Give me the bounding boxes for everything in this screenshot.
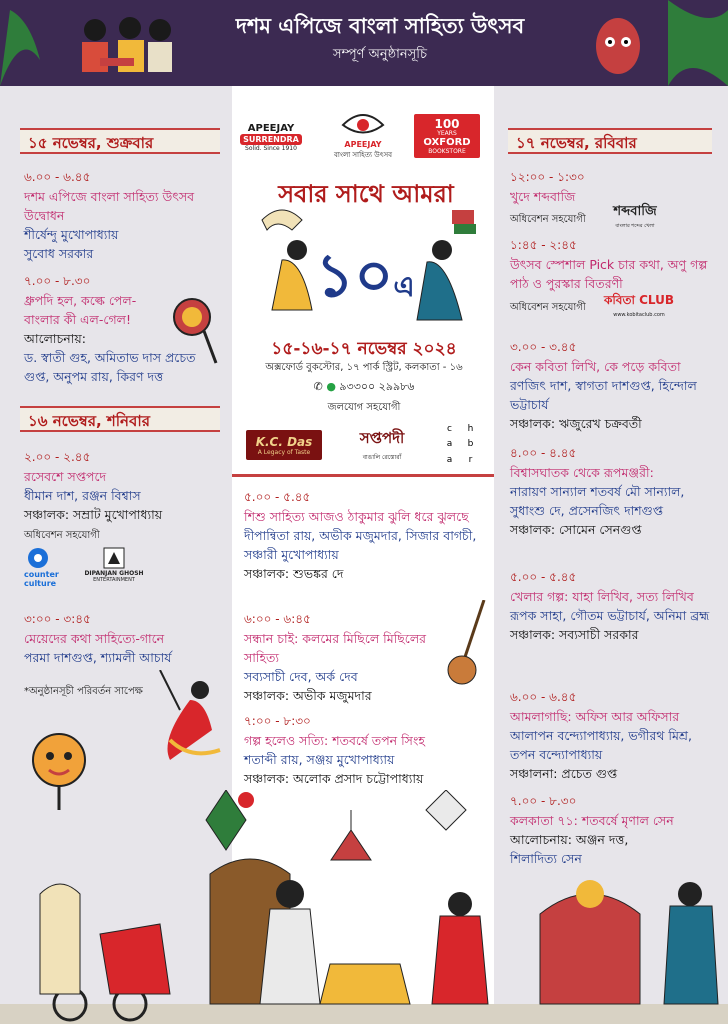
event-moderator: সঞ্চালনা: প্রচেত গুপ্ত [510,766,618,781]
event-time: ৫.০০ - ৫.৪৫ [510,570,577,584]
swing-girl-illustration [150,670,232,770]
saptapadi-name: সপ্তপদী [359,429,405,447]
shabdabaji-logo [598,202,672,231]
kobita-club-url: www.kobitaclub.com [613,312,665,318]
mask-illustration [578,0,728,86]
event-people: শীর্ষেন্দু মুখোপাধ্যায় সুবোধ সরকার [24,227,119,261]
hero-number-value: ১০ [315,241,394,311]
festival-title: দশম এপিজে বাংলা সাহিত্য উৎসব [235,14,525,38]
event-people: ধীমান দাশ, রঞ্জন বিশ্বাস [24,488,141,503]
chabar-letter: a [446,454,453,465]
event-people: ড. স্বাতী গুহ, অমিতাভ দাস প্রচেত গুপ্ত, অনুপম রায়, কিরণ দত্ত [24,350,196,384]
event-title: খুদে শব্দবাজি [510,189,576,204]
ektara-illustration [444,600,490,690]
festival-subtitle: সম্পূর্ণ অনুষ্ঠানসূচি [333,47,427,62]
divider-line [232,474,494,477]
day3-event-3 [510,338,720,433]
event-moderator: সঞ্চালক: অলোক প্রসাদ চট্টোপাধ্যায় [244,771,424,786]
day2-event-2 [24,610,224,667]
tiger-mask-illustration [24,730,94,810]
day3-event-1 [510,168,710,206]
kobita-club-name: কবিতা CLUB [603,293,675,307]
dipanjan-label: DIPANJAN GHOSH [84,570,144,577]
book-reader-illustration [412,210,488,330]
sponsor-label: অধিবেশন সহযোগী [510,302,586,313]
drum-illustration [170,295,222,367]
day3-event-2 [510,236,720,293]
event-moderator: সঞ্চালক: শুভঙ্কর দে [244,566,344,581]
day1-event-1 [24,168,224,263]
shabdabaji-name: শব্দবাজি [613,204,657,219]
event-moderator: সঞ্চালক: সোমেন সেনগুপ্ত [510,522,642,537]
chabar-letter: r [468,454,473,465]
event-time: ৩.০০ - ৩.৪৫ [510,340,577,354]
festival-logo [320,100,406,170]
oxford-years-sub: YEARS [437,129,457,137]
event-time: ৬:০০ - ৬:৪৫ [244,612,311,626]
day1-heading: ১৫ নভেম্বর, শুক্রবার [20,128,220,154]
event-label: আলোচনায়: [24,331,86,346]
schedule-note: *অনুষ্ঠানসূচী পরিবর্তন সাপেক্ষ [24,686,143,697]
festival-logo-text: APEEJAY [344,139,382,149]
dipanjan-icon [100,546,128,570]
event-time: ৭:০০ - ৮:৩০ [244,714,311,728]
event-people: পরমা দাশগুপ্ত, শ্যামলী আচার্য [24,650,172,665]
kc-das-logo [246,430,322,460]
header-banner [0,0,728,86]
hero-number-suffix: এ [393,270,415,303]
event-title: কলকাতা ৭১: শতবর্ষে মৃণাল সেন [510,813,674,828]
kc-das-name: K.C. Das [255,434,313,449]
sponsor-label: অধিবেশন সহযোগী [24,530,100,541]
event-time: ৪.০০ - ৪.৪৫ [510,446,577,460]
dipanjan-sublabel: ENTERTAINMENT [93,577,135,583]
event-people: আলাপন বন্দ্যোপাধ্যায়, ভগীরথ মিশ্র, তপন বন্দ্যোপাধ্যায় [510,728,692,762]
event-title: সন্ধান চাই: কলমের মিছিলে মিছিলের সাহিত্য [244,631,427,665]
event-people: রূপক সাহা, গৌতম ভট্টাচার্য, অনিমা ব্রহ্ম [510,608,710,623]
apeejay-tagline: Solid. Since 1910 [245,144,297,152]
chabar-letter: a [446,439,453,450]
event-time: ৬.০০ - ৬.৪৫ [510,690,577,704]
event-people: দীপান্বিতা রায়, অভীক মজুমদার, সিজার বাগচী, সঞ্চারী মুখোপাধ্যায় [244,528,477,562]
event-title: কেন কবিতা লিখি, কে পড়ে কবিতা [510,359,681,374]
day2-event-1 [24,448,224,524]
event-title: মেয়েদের কথা সাহিত্যে-গানে [24,631,165,646]
event-people: সব্যসাচী দেব, অর্ক দেব [244,669,358,684]
event-title: বিশ্বাসঘাতক থেকে রূপমঞ্জরী: [510,465,654,480]
event-moderator: সঞ্চালক: সম্রাট মুখোপাধ্যায় [24,507,163,522]
event-time: ৭.০০ - ৮.৩০ [510,794,577,808]
chabar-letter: h [467,424,474,434]
day2-mid-event-1 [244,488,484,583]
event-moderator: সঞ্চালক: সব্যসাচী সরকার [510,627,639,642]
event-people: শিলাদিত্য সেন [510,851,582,866]
event-label: আলোচনায়: অঞ্জন দত্ত, [510,832,629,847]
street-scene-illustration [0,854,728,1024]
event-time: ১:৪৫ - ২:৪৫ [510,238,577,252]
event-title: রসেবশে সপ্তপদে [24,469,107,484]
event-moderator: সঞ্চালক: অভীক মজুমদার [244,688,372,703]
chabar-letter: b [467,439,474,450]
event-title: আমলাগাছি: অফিস আর অফিসার [510,709,680,724]
hero-title: সবার সাথে আমরা [278,180,454,208]
counter-culture-logo [24,546,66,586]
oxford-name: OXFORD [423,136,471,148]
saptapadi-sub: বাঙালি রেস্তোরাঁ [362,454,402,461]
event-time: ১২:০০ - ১:৩০ [510,170,585,184]
event-time: ২.০০ - ২.৪৫ [24,450,91,464]
oxford-sub: BOOKSTORE [428,147,466,155]
event-title: উৎসব স্পেশাল Pick চার কথা, অণু গল্প পাঠ ও পুরস্কার বিতরণী [510,257,708,291]
event-time: ৫.০০ - ৫.৪৫ [244,490,311,504]
oxford-years: 100 [434,116,460,131]
festival-dates: ১৫-১৬-১৭ নভেম্বর ২০২৪ [271,339,457,359]
festival-logo-sub: বাংলা সাহিত্য উৎসব [334,150,392,159]
jalajog-label: জলযোগ সহযোগী [327,402,401,413]
day3-event-4 [510,444,720,539]
day3-heading: ১৭ নভেম্বর, রবিবার [508,128,712,154]
chabar-logo [440,424,480,468]
day2-mid-event-3 [244,712,494,788]
shabdabaji-sub: বাংলার শব্দের খেলা [615,223,655,229]
whatsapp-icon: ● [326,380,336,393]
festival-venue: অক্সফোর্ড বুকস্টোর, ১৭ পার্ক স্ট্রিট, কলকাতা - ১৬ [265,362,463,373]
event-people: নারায়ণ সান্যাল শতবর্ষ মৌ সান্যাল, সুধাংশু দে, প্রসেনজিৎ দাশগুপ্ত [510,484,685,518]
sponsor-label: অধিবেশন সহযোগী [510,214,586,225]
dipanjan-logo [84,546,144,586]
event-title: ধ্রুপদি হল, কল্কে পেল- বাংলার কী এল-গেল! [24,293,137,327]
day2-mid-event-2 [244,610,434,705]
day1-event-2 [24,272,170,348]
event-time: ৩:০০ - ৩:৪৫ [24,612,91,626]
phone-icon: ✆ [313,380,323,393]
event-moderator: সঞ্চালক: ঋজুরেখ চক্রবর্তী [510,416,642,431]
event-people: শতাব্দী রায়, সঞ্জয় মুখোপাধ্যায় [244,752,395,767]
event-title: দশম এপিজে বাংলা সাহিত্য উৎসব উদ্বোধন [24,189,195,223]
event-title: খেলার গল্প: যাহা লিখিব, সত্য লিখিব [510,589,694,604]
phone-number: ৯৩৩০০ ২৯৯৮৬ [339,380,415,393]
day2-heading: ১৬ নভেম্বর, শনিবার [20,406,220,432]
saptapadi-logo [346,428,418,462]
counter-culture-icon [24,546,66,570]
eyes-logo-icon [338,110,388,140]
oxford-bookstore-logo [414,114,480,158]
kobita-club-logo [598,292,680,318]
kc-das-sub: A Legacy of Taste [257,448,311,456]
event-title: শিশু সাহিত্য আজও ঠাকুমার ঝুলি ধরে ঝুলছে [244,509,469,524]
counter-culture-label: counter culture [24,570,59,588]
chabar-letter: c [447,424,452,434]
event-time: ৬.০০ - ৬.৪৫ [24,170,91,184]
event-people: রণজিৎ দাশ, স্বাগতা দাশগুপ্ত, হিন্দোল ভট্টাচার্য [510,378,697,412]
apeejay-surrendra-logo [240,116,302,158]
contact-phone [236,378,492,397]
event-time: ৭.০০ - ৮.৩০ [24,274,91,288]
day3-event-5 [510,568,720,644]
surrendra-text: SURRENDRA [240,134,302,145]
day3-event-6 [510,688,720,783]
reading-kids-illustration [0,0,180,86]
event-title: গল্প হলেও সত্যি: শতবর্ষে তপন সিংহ [244,733,425,748]
apeejay-text: APEEJAY [247,122,295,134]
